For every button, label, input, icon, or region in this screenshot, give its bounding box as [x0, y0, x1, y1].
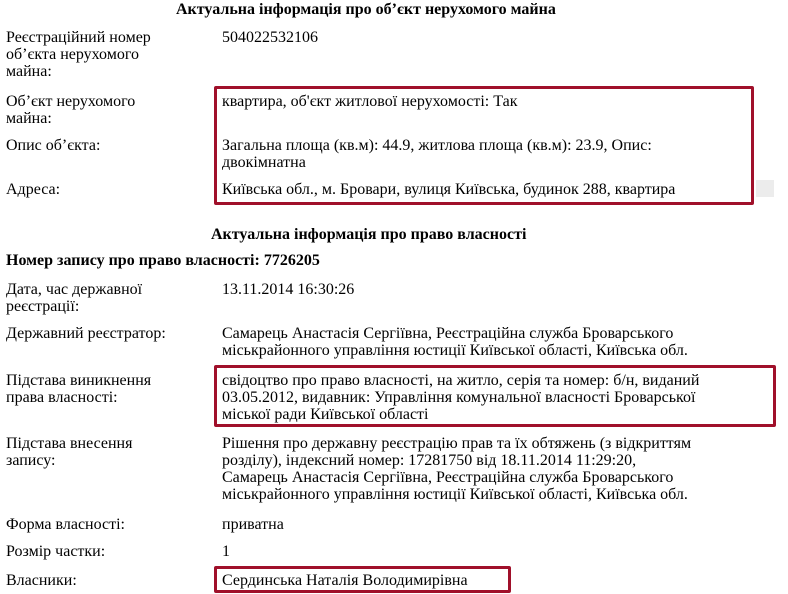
- reg-number-label-2: об’єкта нерухомого: [6, 46, 140, 63]
- description-value-2: двокімнатна: [222, 154, 306, 171]
- owners-label: Власники:: [6, 572, 77, 589]
- highlight-box-basis: [214, 365, 776, 427]
- entry-basis-label-2: запису:: [6, 452, 56, 469]
- share-value: 1: [222, 543, 230, 560]
- date-value: 13.11.2014 16:30:26: [222, 281, 355, 298]
- reg-number-label-3: майна:: [6, 63, 52, 80]
- property-heading: Актуальна інформація про об’єкт нерухомого майна: [176, 1, 556, 18]
- registrar-label: Державний реєстратор:: [6, 325, 166, 342]
- reg-number-value: 504022532106: [222, 29, 318, 46]
- entry-basis-label-1: Підстава внесення: [6, 435, 133, 452]
- basis-value-1: свідоцтво про право власності, на житло, серія та номер: б/н, виданий: [222, 372, 700, 389]
- entry-basis-value-1: Рішення про державну реєстрацію прав та їх обтяжень (з відкриттям: [222, 435, 692, 452]
- description-label: Опис об’єкта:: [6, 137, 101, 154]
- form-label: Форма власності:: [6, 516, 125, 533]
- highlight-box-owners: [214, 566, 511, 593]
- registrar-value-1: Самарець Анастасія Сергіївна, Реєстраційна служба Броварського: [222, 325, 674, 342]
- address-label: Адреса:: [6, 181, 61, 198]
- highlight-box-object: [214, 86, 754, 205]
- basis-value-2: 03.05.2012, видавник: Управління комунальної власності Броварської: [222, 389, 696, 406]
- share-label: Розмір частки:: [6, 543, 106, 560]
- address-overflow-shade: [756, 180, 774, 197]
- entry-basis-value-2: розділу), індексний номер: 17281750 від 18.11.2014 11:29:20,: [222, 452, 637, 469]
- basis-label-1: Підстава виникнення: [6, 372, 152, 389]
- basis-value-3: міської ради Київської області: [222, 406, 429, 423]
- date-label-2: реєстрації:: [6, 298, 80, 315]
- entry-basis-value-4: міськрайонного управління юстиції Київської області, Київська обл.: [222, 486, 688, 503]
- address-value: Київська обл., м. Бровари, вулиця Київська, будинок 288, квартира: [222, 181, 676, 198]
- object-label-1: Об’єкт нерухомого: [6, 93, 136, 110]
- object-value: квартира, об'єкт житлової нерухомості: Так: [222, 93, 518, 110]
- entry-basis-value-3: Самарець Анастасія Сергіївна, Реєстраційна служба Броварського: [222, 469, 674, 486]
- reg-number-label-1: Реєстраційний номер: [6, 29, 151, 46]
- date-label-1: Дата, час державної: [6, 281, 143, 298]
- basis-label-2: права власності:: [6, 389, 118, 406]
- registrar-value-2: міськрайонного управління юстиції Київської області, Київська обл.: [222, 342, 688, 359]
- ownership-heading: Актуальна інформація про право власності: [211, 226, 527, 243]
- form-value: приватна: [222, 516, 284, 533]
- description-value-1: Загальна площа (кв.м): 44.9, житлова площа (кв.м): 23.9, Опис:: [222, 137, 652, 154]
- ownership-record-number: Номер запису про право власності: 7726205: [6, 252, 320, 269]
- owners-value: Сердинська Наталія Володимирівна: [222, 572, 468, 589]
- object-label-2: майна:: [6, 110, 52, 127]
